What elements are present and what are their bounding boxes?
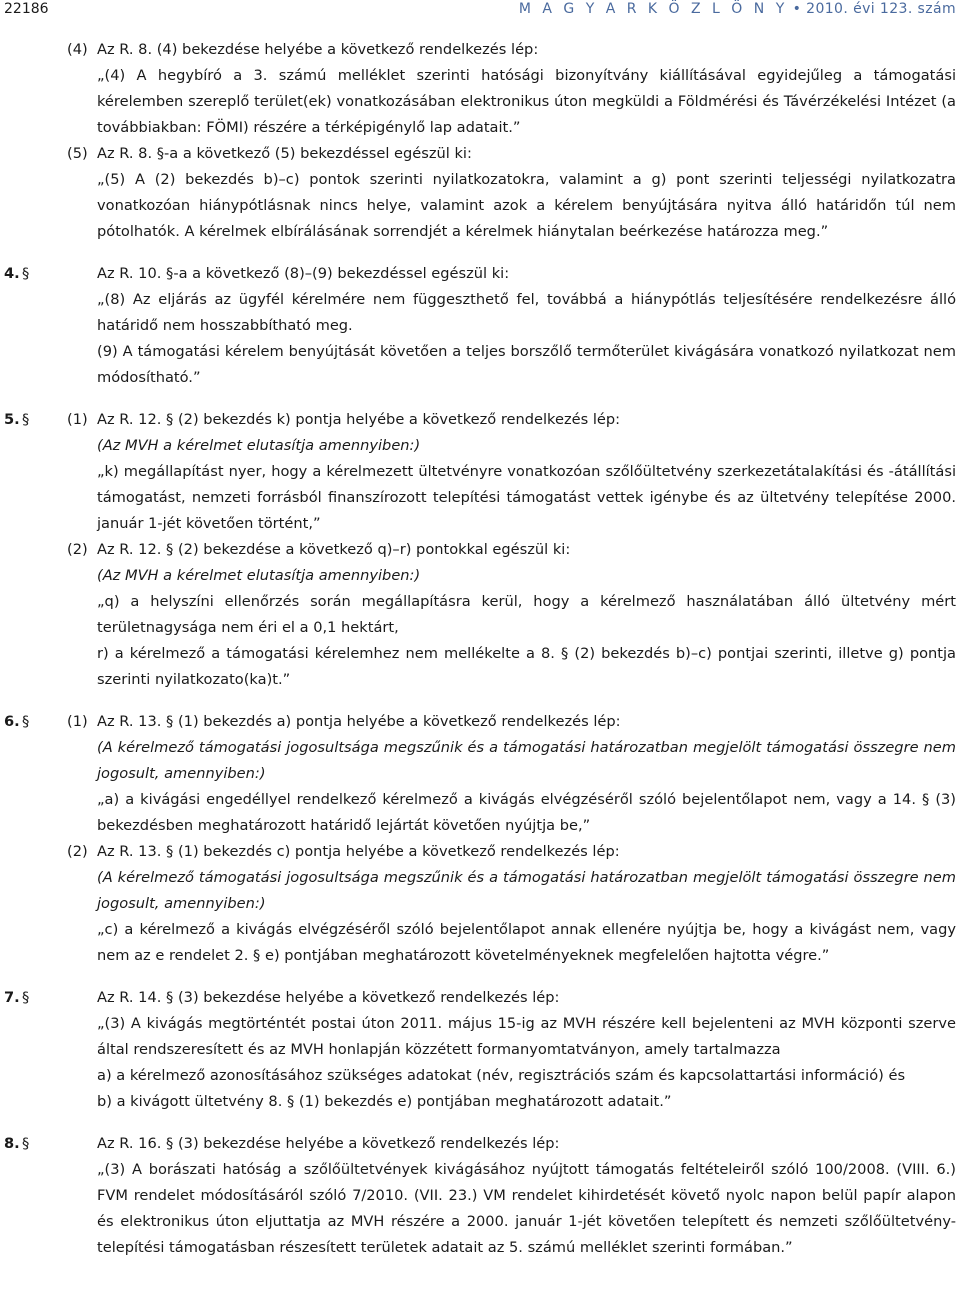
document-body (0, 37, 960, 1261)
amendment-text: „(4) A hegybíró a 3. számú melléklet szerinti hatósági bizonyítvány kiállításával egyidejűleg a támogatási kérelemben szereplő terület(ek) vonatkozásában elektronikus úton megküldi a Földmérési és Távérzékelési Intézet (a továbbiakban: FÖMI) részére a térképigénylő lap adatait.” (97, 67, 956, 136)
paragraph-number: (1) (67, 411, 88, 428)
amendment-text: „a) a kivágási engedéllyel rendelkező kérelmező a kivágás elvégzéséről szóló bejelentőlapot nem, vagy a 14. § (3) bekezdésben meghatározott határidő lejártát követően nyújtja be,” (97, 791, 956, 834)
amendment-intro: Az R. 16. § (3) bekezdése helyébe a következő rendelkezés lép: (97, 1135, 560, 1152)
header-bullet: • (792, 1, 802, 17)
context-italic: (Az MVH a kérelmet elutasítja amennyiben:) (97, 437, 421, 454)
section-8 (0, 1131, 960, 1261)
amendment-text: „k) megállapítást nyer, hogy a kérelmezett ültetvényre vonatkozóan szőlőültetvény szerkezetátalakítási és -átállítási támogatást, nemzeti forrásból finanszírozott telepítési támogatást vettek igénybe és az ültetvény telepítése 2000. január 1-jét követően történt,” (97, 463, 956, 532)
paragraph-number: (5) (67, 145, 88, 162)
section-number: 5. (4, 411, 20, 428)
amendment-intro: Az R. 8. §-a a következő (5) bekezdéssel egészül ki: (97, 145, 472, 162)
amendment-text: „(8) Az eljárás az ügyfél kérelmére nem függeszthető fel, továbbá a hiánypótlás teljesítésére rendelkezésre álló határidő nem hosszabbítható meg. (97, 291, 956, 334)
section-4 (0, 261, 960, 391)
paragraph-number: (2) (67, 541, 88, 558)
issue-number: 2010. évi 123. szám (806, 1, 956, 17)
paragraph-5-1 (0, 407, 960, 537)
amendment-text: (9) A támogatási kérelem benyújtását követően a teljes borszőlő termőterület kivágására vonatkozó nyilatkozat nem módosítható.” (97, 343, 956, 386)
paragraph-6-2 (0, 839, 960, 969)
section-symbol: § (22, 411, 30, 428)
amendment-text: „c) a kérelmező a kivágás elvégzéséről szóló bejelentőlapot annak ellenére nyújtja be, hogy a kivágást nem, vagy nem az e rendelet 2. § e) pontjában meghatározott követelményeknek megfelelően hajtotta végre.” (97, 921, 956, 964)
journal-name: M A G Y A R K Ö Z L Ö N Y (518, 1, 788, 17)
paragraph-number: (4) (67, 41, 88, 58)
amendment-intro: Az R. 8. (4) bekezdése helyébe a következő rendelkezés lép: (97, 41, 539, 58)
section-symbol: § (22, 1135, 30, 1152)
section-5 (0, 407, 960, 693)
paragraph-number: (2) (67, 843, 88, 860)
section-symbol: § (22, 265, 30, 282)
amendment-intro: Az R. 13. § (1) bekezdés c) pontja helyébe a következő rendelkezés lép: (97, 843, 620, 860)
amendment-text: „(5) A (2) bekezdés b)–c) pontok szerinti nyilatkozatokra, valamint a g) pont szerinti teljességi nyilatkozatra vonatkozóan hiánypótlásnak nincs helye, valamint azok a kérelem benyújtására nyitva álló határidőn túl nem pótolhatók. A kérelmek elbírálásának sorrendjét a kérelmek hiánytalan beérkezése határozza meg.” (97, 171, 956, 240)
section-7 (0, 985, 960, 1115)
section-number: 6. (4, 713, 20, 730)
paragraph-number: (1) (67, 713, 88, 730)
amendment-text: r) a kérelmező a támogatási kérelemhez nem mellékelte a 8. § (2) bekezdés b)–c) pontjai szerinti, illetve g) pontja szerinti nyilatkozato(ka)t.” (97, 645, 956, 688)
amendment-text: „(3) A kivágás megtörténtét postai úton 2011. május 15-ig az MVH részére kell bejelenteni az MVH központi szerve által rendszeresített és az MVH honlapján közzétett formanyomtatványon, amely tartalmazza (97, 1015, 956, 1058)
section-symbol: § (22, 713, 30, 730)
context-italic: (A kérelmező támogatási jogosultsága megszűnik és a támogatási határozatban megjelölt támogatási összegre nem jogosult, amennyiben:) (97, 739, 956, 782)
section-symbol: § (22, 989, 30, 1006)
list-item-b: b) a kivágott ültetvény 8. § (1) bekezdés e) pontjában meghatározott adatait.” (97, 1093, 672, 1110)
amendment-intro: Az R. 14. § (3) bekezdése helyébe a következő rendelkezés lép: (97, 989, 560, 1006)
context-italic: (Az MVH a kérelmet elutasítja amennyiben:) (97, 567, 421, 584)
amendment-intro: Az R. 12. § (2) bekezdés k) pontja helyébe a következő rendelkezés lép: (97, 411, 621, 428)
context-italic: (A kérelmező támogatási jogosultsága megszűnik és a támogatási határozatban megjelölt támogatási összegre nem jogosult, amennyiben:) (97, 869, 956, 912)
paragraph-5-2 (0, 537, 960, 693)
amendment-text: „q) a helyszíni ellenőrzés során megállapításra kerül, hogy a kérelmező használatában álló ültetvény mért területnagysága nem éri el a 0,1 hektárt, (97, 593, 956, 636)
page-header (0, 0, 960, 20)
section-number: 7. (4, 989, 20, 1006)
amendment-text: „(3) A borászati hatóság a szőlőültetvények kivágásához nyújtott támogatás feltételeiről szóló 100/2008. (VIII. 6.) FVM rendelet módosításáról szóló 7/2010. (VII. 23.) VM rendelet kihirdetését követő nyolc napon belül papír alapon és elektronikus úton eljuttatja az MVH részére a 2000. január 1-jét követően telepített és nemzeti szőlőültetvény-telepítési támogatásban részesített területek adatait az 5. számú melléklet szerinti formában.” (97, 1161, 956, 1256)
paragraph-3-4 (0, 37, 960, 141)
paragraph-3-5 (0, 141, 960, 245)
section-number: 8. (4, 1135, 20, 1152)
page-number: 22186 (4, 1, 49, 17)
paragraph-6-1 (0, 709, 960, 839)
section-number: 4. (4, 265, 20, 282)
amendment-intro: Az R. 13. § (1) bekezdés a) pontja helyébe a következő rendelkezés lép: (97, 713, 621, 730)
journal-title (519, 0, 956, 18)
section-6 (0, 709, 960, 969)
list-item-a: a) a kérelmező azonosításához szükséges adatokat (név, regisztrációs szám és kapcsolattartási információ) és (97, 1067, 906, 1084)
amendment-intro: Az R. 12. § (2) bekezdése a következő q)–r) pontokkal egészül ki: (97, 541, 571, 558)
amendment-intro: Az R. 10. §-a a következő (8)–(9) bekezdéssel egészül ki: (97, 265, 510, 282)
